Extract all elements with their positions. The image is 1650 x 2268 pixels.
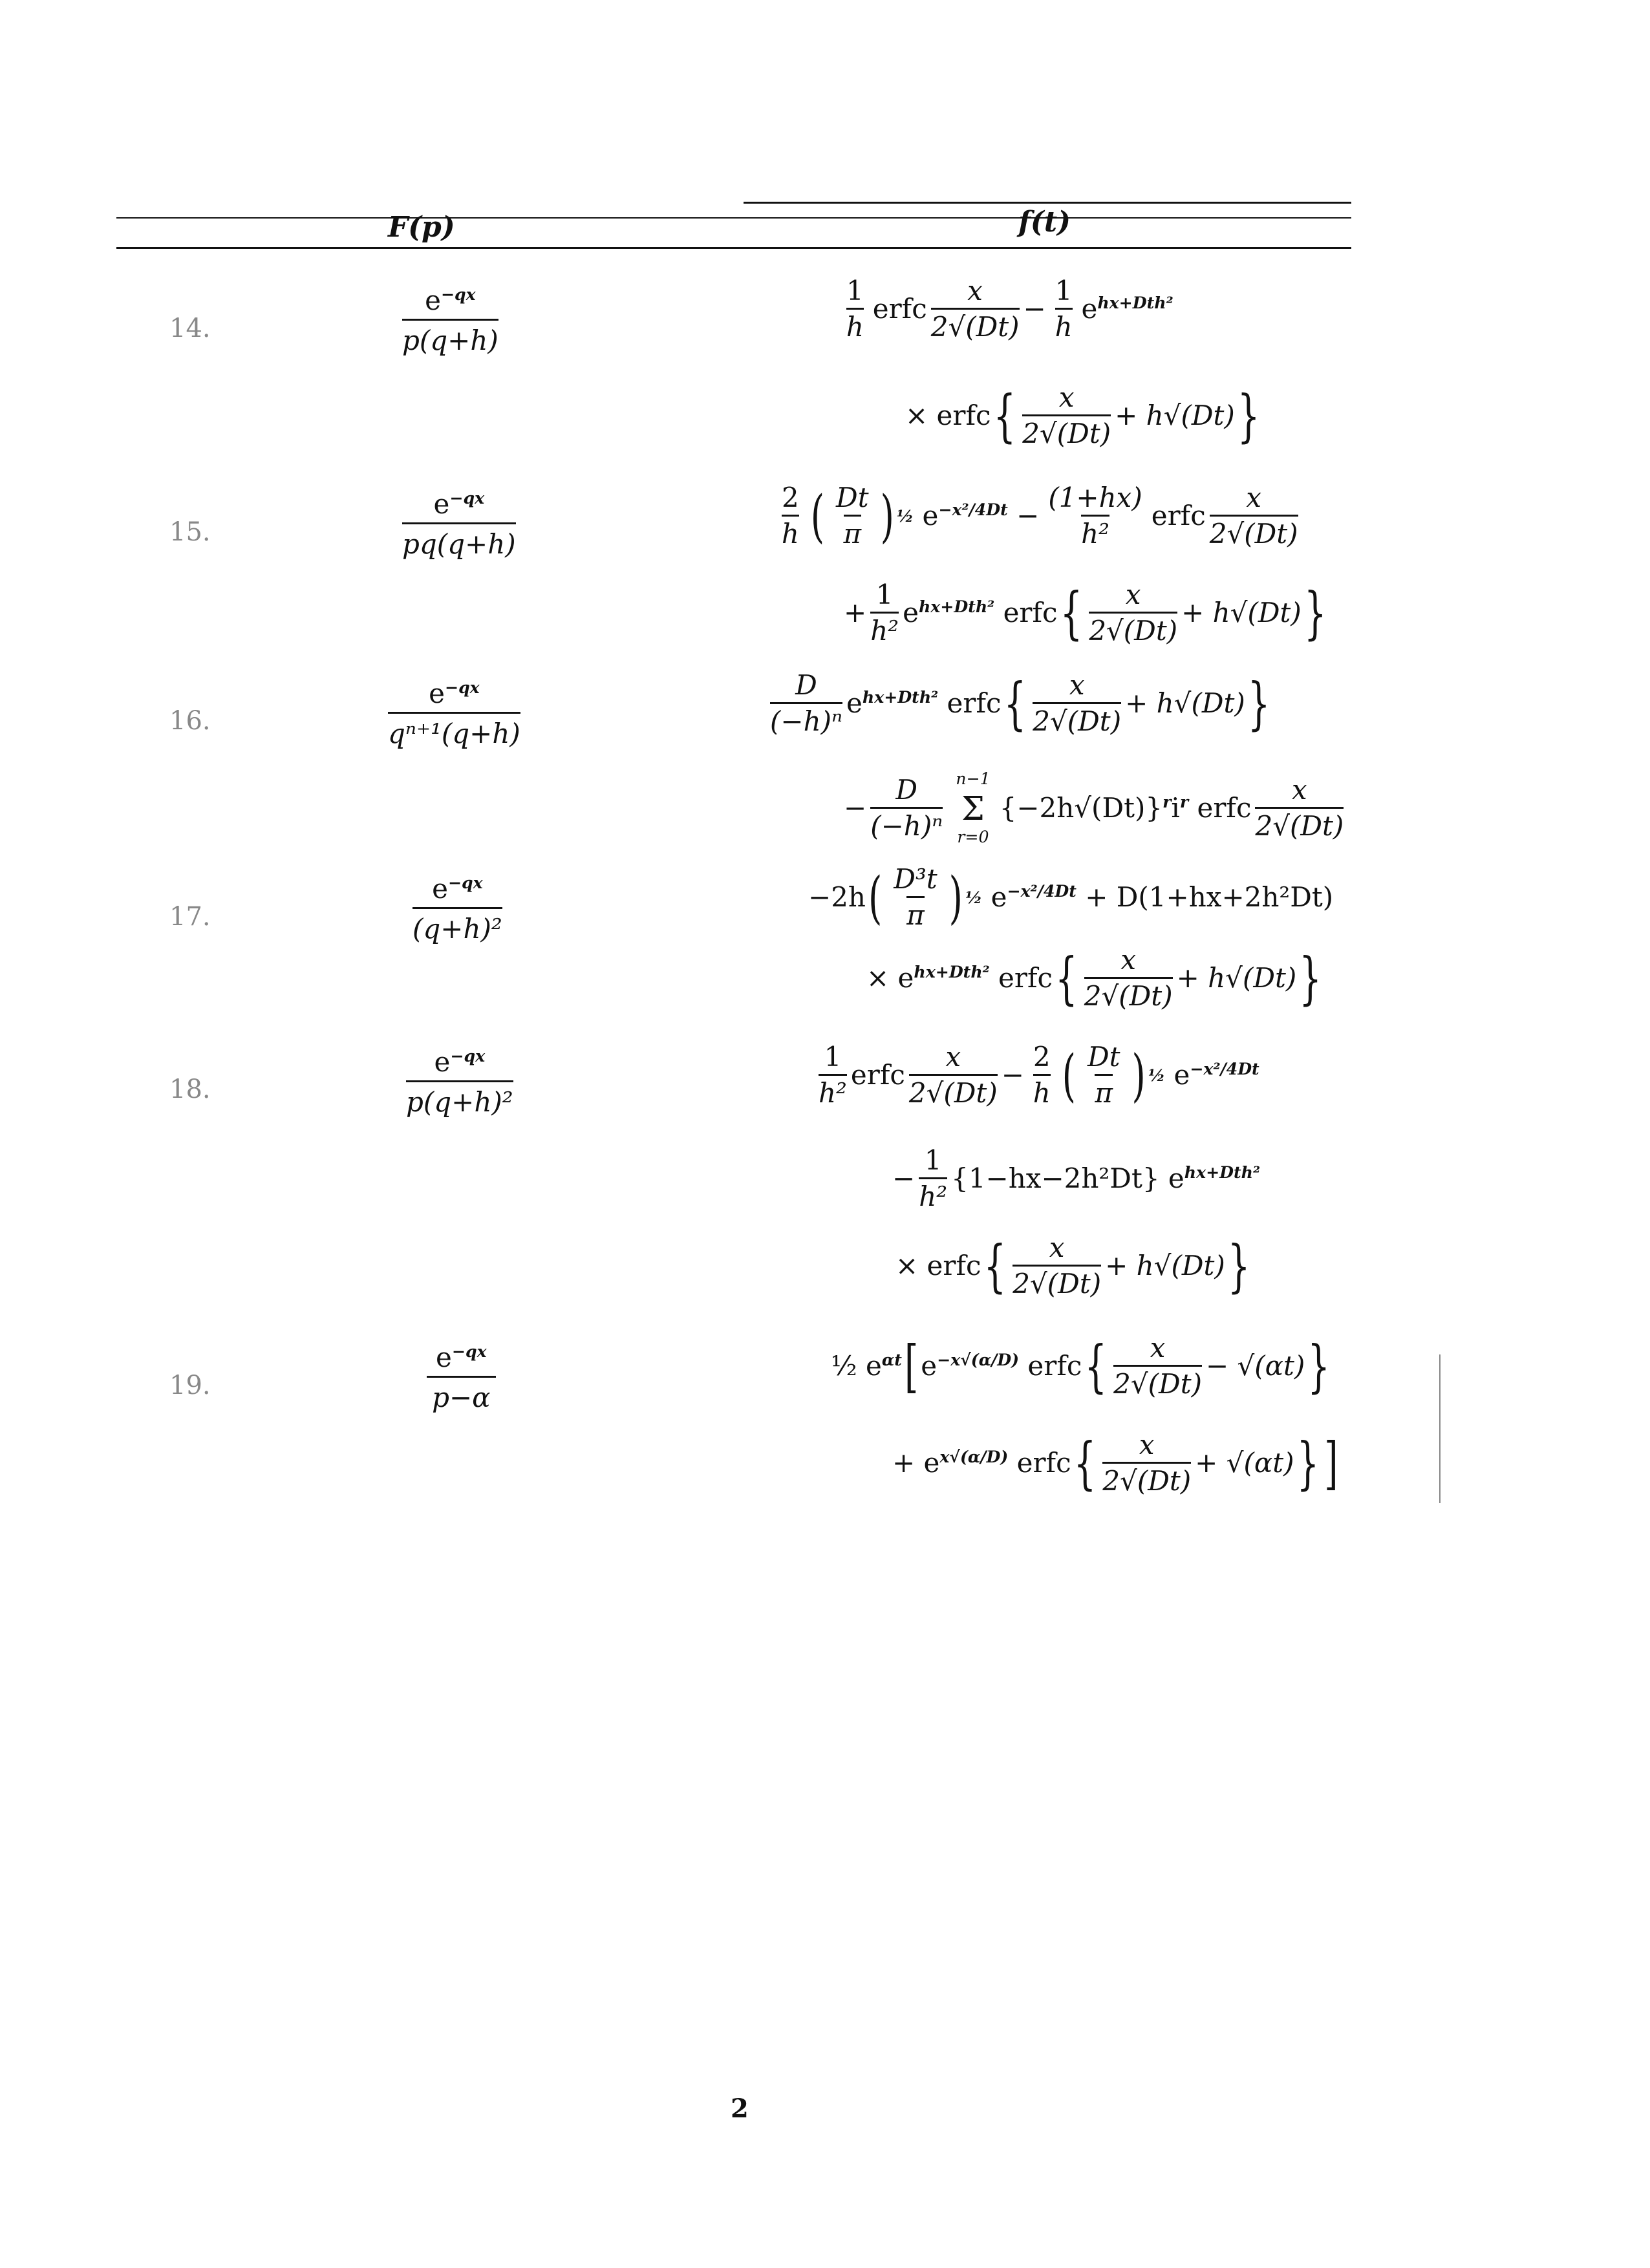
f-line-14a: $\frac{1}{h}$ erfc $\frac{x}{2√(Dt)}$ − $\frac{1}{h}$ $e^{hx+Dth^2}$ [846,275,1173,343]
F-numerator: e [434,1046,451,1078]
F-denominator: p(q+h)² [406,1086,513,1118]
F-exponent: −qx [450,1046,486,1065]
F-denominator: p−α [432,1382,491,1413]
f-line-19b: + $e^{x√(\alpha/D)}$ erfc { $\frac{x}{2√(Dt)}$ + √(αt) } ] [892,1429,1338,1497]
f-line-16b: − $\frac{D}{\text{(−h)ⁿ}}$ n−1 Σ r=0 $\{-2h√(Dt)\}^ri^r$ erfc $\frac{x}{2√(Dt)}$ [844,769,1344,846]
f-line-17b: × $e^{hx+Dth^2}$ erfc { $\frac{x}{2√(Dt)}$ + h√(Dt) } [866,944,1322,1012]
laplace-transform [388,678,520,749]
row-number: 16. [169,706,211,736]
laplace-transform [406,1046,513,1118]
laplace-transform [402,488,516,560]
row-number: 19. [169,1371,211,1400]
F-exponent: −qx [447,873,483,892]
header-rule-1 [116,217,1351,219]
row-number: 17. [169,902,211,932]
F-denominator: (q+h)² [412,913,502,945]
F-numerator: e [432,873,448,904]
laplace-transform [402,284,498,356]
F-denominator: pq(q+h) [402,528,516,560]
header-Fp: F(p) [388,211,455,244]
f-line-15a: $\frac{2}{h}$ ( $\frac{Dt}{\pi}$ ) ½ $e^{-x^2/4Dt}$ − $\frac{(1+hx)}{\text{h²}}$ erfc $\frac{x}{2√(Dt)}$ [781,482,1298,550]
top-rule [744,202,1351,204]
f-line-19a: ½ $e^{\alpha t}$ [ $e^{-x√(\alpha/D)}$ erfc { $\frac{x}{2√(Dt)}$ − √(αt) } [831,1332,1331,1400]
scan-margin-line [1439,1354,1441,1503]
f-line-18b: − $\frac{1}{\text{h²}}$ {1−hx−2h²Dt} $e^{hx+Dth^2}$ [892,1144,1261,1212]
row-number: 18. [169,1075,211,1104]
f-line-14b: × erfc { $\frac{x}{2√(Dt)}$ + h√(Dt) } [905,381,1260,449]
header-rule-2 [116,247,1351,249]
F-numerator: e [429,678,445,709]
F-numerator: e [425,284,441,316]
F-numerator: e [433,488,450,520]
F-exponent: −qx [440,284,476,304]
F-denominator: p(q+h) [402,325,498,356]
f-line-17a: −2h ( $\frac{\text{D³t}}{\pi}$ ) ½ $e^{-x^2/4Dt} + D(1+hx+2h^2Dt)$ [808,863,1334,931]
f-line-18c: × erfc { $\frac{x}{2√(Dt)}$ + h√(Dt) } [895,1232,1250,1300]
F-numerator: e [436,1342,452,1373]
F-denominator: qⁿ⁺¹(q+h) [388,718,520,749]
row-number: 14. [169,314,211,343]
page-number: 2 [731,2093,749,2124]
f-line-15b: + $\frac{1}{\text{h²}}$ $e^{hx+Dth^2}$ erfc { $\frac{x}{2√(Dt)}$ + h√(Dt) } [844,579,1327,647]
F-exponent: −qx [444,678,480,697]
F-exponent: −qx [451,1342,487,1361]
laplace-transform [412,873,502,945]
F-exponent: −qx [449,488,485,508]
header-ft: f(t) [1018,206,1071,239]
f-line-16a: $\frac{D}{\text{(−h)ⁿ}}$ $e^{hx+Dth^2}$ erfc { $\frac{x}{2√(Dt)}$ + h√(Dt) } [770,669,1270,737]
row-number: 15. [169,517,211,547]
f-line-18a: $\frac{1}{\text{h²}}$ erfc $\frac{x}{2√(Dt)}$ − $\frac{2}{h}$ ( $\frac{Dt}{\pi}$ ) ½ $e^{-x^2/4Dt}$ [819,1041,1259,1109]
laplace-transform [427,1342,496,1413]
